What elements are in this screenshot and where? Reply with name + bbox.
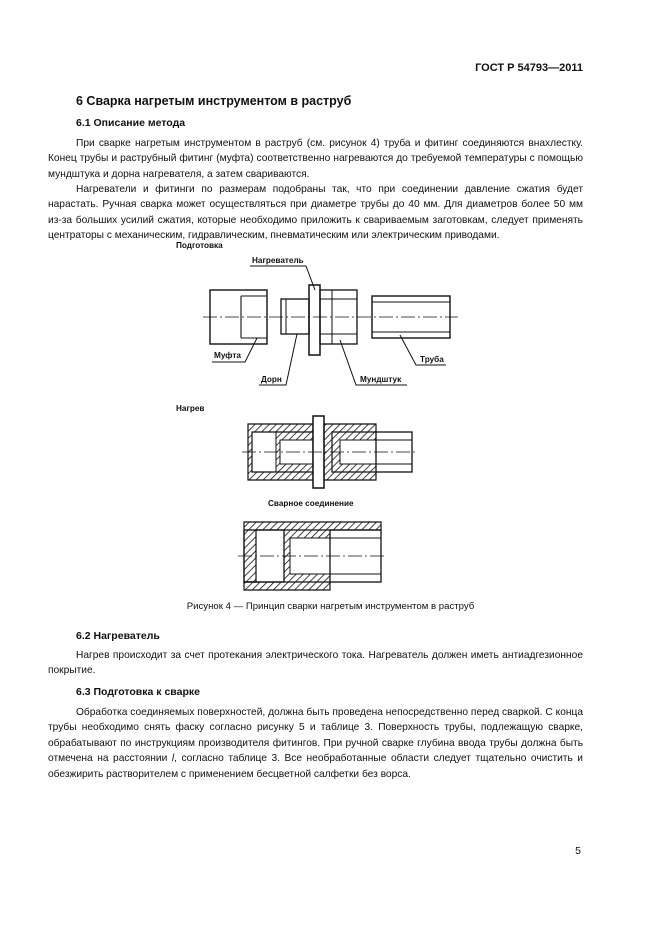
stage-label-welded-joint: Сварное соединение [268, 499, 354, 508]
paragraph-method-1: При сварке нагретым инструментом в раструб (см. рисунок 4) труба и фитинг соединяются внахлестку. Конец трубы и раструбный фитинг (муфта) соответственно нагреваются до требуемой температуры с помощью мундштука и дорна нагревателя, а затем свариваются. [48, 138, 583, 180]
stage-label-preparation: Подготовка [176, 241, 223, 250]
paragraph-method-2: Нагреватели и фитинги по размерам подобраны так, что при соединении давление сжатия будет нарастать. Ручная сварка может осуществляться при диаметре трубы до 40 мм. Для диаметров более 50 мм из-за больших усилий сжатия, которые необходимо приложить к свариваемым заготовкам, следует применять центраторы с механическим, гидравлическим, пневматическим или электрическим приводами. [48, 184, 583, 242]
paragraph-heater: Нагрев происходит за счет протекания электрического тока. Нагреватель должен иметь антиадгезионное покрытие. [48, 650, 583, 677]
figure-caption: Рисунок 4 — Принцип сварки нагретым инструментом в раструб [186, 601, 475, 612]
label-coupling: Муфта [214, 351, 241, 360]
paragraph-preparation [48, 705, 583, 782]
subsection-title-6-2: 6.2 Нагреватель [76, 630, 160, 642]
section-title: 6 Сварка нагретым инструментом в раструб [76, 94, 352, 108]
welded-joint-assembly [238, 522, 387, 590]
paragraph-preparation-text-1: Обработка соединяемых поверхностей, должна быть проведена непосредственно перед сваркой. С конца трубы необходимо снять фаску согласно рисунку 5 и таблице 3. Поверхность трубы, подлежащую сварке, обрабатывают по инструкциям производителя фитингов. При ручной сварке глубина ввода трубы должна быть отмечена на расстоянии [48, 707, 583, 765]
label-nozzle: Мундштук [360, 375, 402, 384]
prep-heater [281, 285, 357, 355]
subsection-title-6-3: 6.3 Подготовка к сварке [76, 686, 200, 698]
page-number: 5 [575, 845, 581, 857]
paragraph-preparation-text-2: , согласно таблице 3. Все необработанные области следует тщательно очистить и обезжирить растворителем с применением бесцветной салфетки без ворса. [48, 753, 583, 780]
label-heater: Нагреватель [252, 256, 304, 265]
stage-label-heating: Нагрев [176, 404, 205, 413]
leader-heater [250, 266, 315, 290]
subsection-title-6-1: 6.1 Описание метода [76, 117, 186, 129]
label-mandrel: Дорн [261, 375, 282, 384]
depth-variable-l: l [171, 753, 175, 765]
label-pipe: Труба [420, 355, 444, 364]
document-code: ГОСТ Р 54793—2011 [475, 62, 583, 74]
heating-assembly [242, 416, 418, 488]
